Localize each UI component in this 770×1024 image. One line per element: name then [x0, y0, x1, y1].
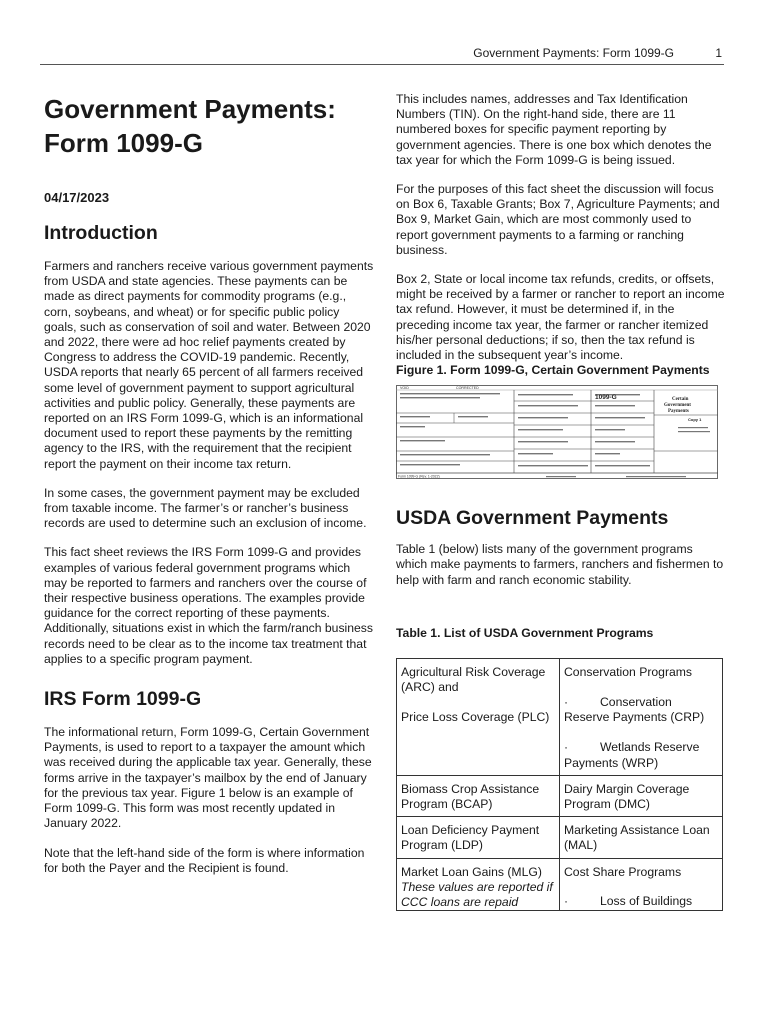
table-cell-text: Market Loan Gains (MLG)	[401, 864, 542, 879]
list-item	[564, 695, 718, 725]
table-row	[397, 775, 723, 816]
list-item-text: Conservation Reserve Payments (CRP)	[564, 695, 705, 725]
table-cell: Biomass Crop Assistance Program (BCAP)	[397, 775, 560, 816]
table-row	[397, 817, 723, 858]
table-cell: Dairy Margin Coverage Program (DMC)	[560, 775, 723, 816]
form-certain-label: Certain	[672, 397, 689, 403]
intro-paragraph-1: Farmers and ranchers receive various government payments from USDA and state agencies. These payments can be made as direct payments for commodity programs (e.g., corn, soybeans, and wheat) or for specific public policy goals, such as conservation of soil and water. Between 2020 and 2022, there were ad hoc relief payments created by Congress to address the COVID-19 pandemic. Recently, USDA reports that nearly 65 percent of all farmers received some level of government payment to support agricultural activities and public policy. Generally, these payments are reported on an IRS Form 1099-G, which is an informational document used to report these payments by the remitting agency to the IRS, with the requirement that the recipient report the payment on their income tax return.	[44, 259, 374, 471]
title-line-2: Form 1099-G	[44, 128, 203, 158]
table-cell	[397, 858, 560, 911]
page-header	[40, 44, 724, 65]
irs-heading: IRS Form 1099-G	[44, 688, 202, 711]
bullet-icon: ·	[564, 893, 569, 908]
form-government-label: Government	[664, 403, 691, 409]
figure-1-title: Figure 1. Form 1099-G, Certain Government Payments	[396, 363, 710, 378]
table-cell: Marketing Assistance Loan (MAL)	[560, 817, 723, 858]
left-column	[44, 88, 374, 876]
irs-paragraph-1: The informational return, Form 1099-G, Certain Government Payments, is used to report to a taxpayer the amount which was received during the applicable tax year. Generally, these forms arrive in the taxpayer’s mailbox by the end of January for the previous tax year. Figure 1 below is an example of Form 1099-G. This form was most recently updated in January 2022.	[44, 725, 372, 831]
form-corrected-label: CORRECTED	[456, 386, 479, 391]
page-number: 1	[715, 46, 722, 60]
form-copy-label: Copy 1	[688, 417, 702, 423]
table-row	[397, 858, 723, 911]
table-cell	[397, 658, 560, 775]
bullet-icon: ·	[564, 740, 569, 755]
table-cell	[560, 858, 723, 911]
document-date: 04/17/2023	[44, 190, 110, 205]
intro-heading: Introduction	[44, 222, 158, 244]
form-footer-label: Form 1099-G (Rev. 1-2022)	[398, 474, 440, 479]
table-row	[397, 658, 723, 775]
irs-paragraph-4: For the purposes of this fact sheet the discussion will focus on Box 6, Taxable Grants; Box 7, Agriculture Payments; and Box 9, Market Gain, which are most commonly used to report government payments to a farming or ranching business.	[396, 182, 720, 257]
irs-paragraph-5: Box 2, State or local income tax refunds, credits, or offsets, might be received by a farmer or rancher to report an income tax refund. However, it must be determined if, in the preceding income tax year, the farmer or rancher itemized his/her personal deductions; if so, then the tax refund is included in the subsequent year’s income.	[396, 272, 725, 363]
form-void-label: VOID	[400, 386, 409, 391]
list-item	[564, 894, 718, 909]
list-item-text: Wetlands Reserve Payments (WRP)	[564, 740, 700, 770]
table-cell-text: Agricultural Risk Coverage (ARC) and	[401, 664, 546, 695]
usda-paragraph-1: Table 1 (below) lists many of the government programs which make payments to farmers, ranchers and fishermen to help with farm and ranch economic stability.	[396, 542, 724, 587]
list-item-text: Loss of Buildings	[600, 893, 693, 908]
intro-paragraph-2: In some cases, the government payment may be excluded from taxable income. The farmer’s or rancher’s business records are used to determine such an exclusion of income.	[44, 485, 367, 531]
usda-heading: USDA Government Payments	[396, 507, 669, 530]
form-1099g-image	[396, 385, 718, 480]
irs-paragraph-3: This includes names, addresses and Tax Identification Numbers (TIN). On the right-hand side, there are 11 numbered boxes for specific payment reporting by government agencies. There is one box which denotes the tax year for which the Form 1099-G is being issued.	[396, 92, 712, 167]
bullet-icon: ·	[564, 695, 569, 710]
table-cell-text: Conservation Programs	[564, 664, 693, 679]
document-title	[44, 92, 374, 160]
table-cell-text: Cost Share Programs	[564, 864, 682, 879]
table-cell-note: These values are reported if CCC loans are repaid	[401, 879, 553, 910]
usda-programs-table	[396, 658, 723, 911]
table-1-title: Table 1. List of USDA Government Programs	[396, 625, 654, 640]
list-item	[564, 740, 718, 770]
table-cell	[560, 658, 723, 775]
intro-paragraph-3: This fact sheet reviews the IRS Form 1099-G and provides examples of various federal government programs which may be reported to farmers and ranchers over the course of their respective business operations. The examples provide guidance for the correct reporting of these payments. Additionally, situations exist in which the farm/ranch business records need to be clear as to the income tax treatment that applies to a specific program payment.	[44, 545, 373, 666]
irs-paragraph-2: Note that the left-hand side of the form is where information for both the Payer and the Recipient is found.	[44, 845, 365, 875]
right-column	[396, 88, 726, 911]
running-title: Government Payments: Form 1099-G	[473, 46, 674, 60]
title-line-1: Government Payments:	[44, 94, 336, 124]
table-cell-text: Price Loss Coverage (PLC)	[401, 710, 550, 725]
form-number-label: 1099-G	[595, 394, 617, 402]
table-cell: Loan Deficiency Payment Program (LDP)	[397, 817, 560, 858]
form-payments-label: Payments	[668, 409, 689, 415]
